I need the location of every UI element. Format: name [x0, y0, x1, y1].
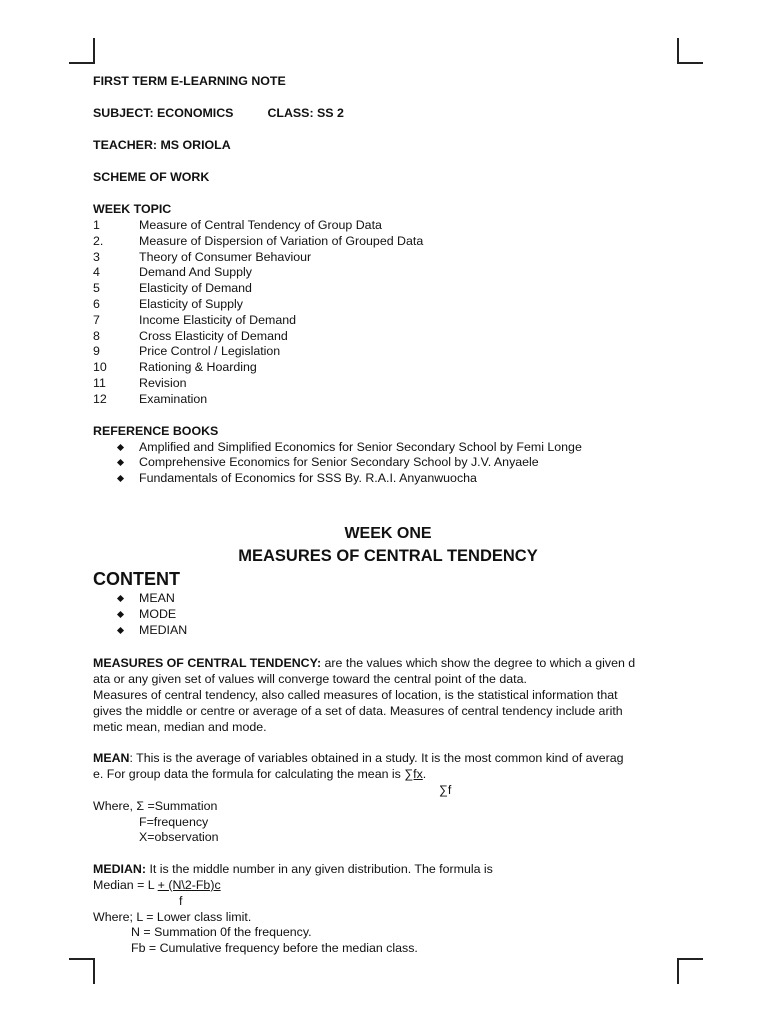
median-formula-numerator: + (N\2-Fb)c: [157, 877, 221, 892]
table-row: 1 Measure of Central Tendency of Group Data: [93, 218, 382, 232]
week-subtitle: MEASURES OF CENTRAL TENDENCY: [238, 546, 538, 565]
table-row: 7 Income Elasticity of Demand: [93, 312, 297, 327]
list-item: MODE: [93, 607, 683, 623]
mean-term: MEAN: [93, 751, 130, 766]
table-row: 6 Elasticity of Supply: [93, 296, 243, 311]
table-row: 2. Measure of Dispersion of Variation of Grouped Data: [93, 233, 424, 248]
list-item: Amplified and Simplified Economics for Senior Secondary School by Femi Longe: [93, 440, 683, 456]
scheme-heading: SCHEME OF WORK: [93, 170, 210, 184]
scheme-of-work-table: [93, 218, 683, 408]
table-row: 10 Rationing & Hoarding: [93, 360, 257, 375]
mean-definition: MEAN: This is the average of variables obtained in a study. It is the most common kind of averag e. For group data the formula for calculating the mean is ∑fx. ∑f Where, Σ =Summation F=frequency X=observation: [93, 751, 683, 846]
central-tendency-definition: MEASURES OF CENTRAL TENDENCY: are the values which show the degree to which a given d ata or any given set of values will converge toward the central point of the data. Measures of central tendency, also called measures of location, is the statistical information that gives the middle or centre or average of a set of data. Measures of central tendency include arith metic mean, median and mode.: [93, 656, 636, 734]
week-title: WEEK ONE: [344, 524, 432, 542]
mean-formula-numerator: ∑fx: [404, 767, 423, 782]
mean-formula-denominator: ∑f: [439, 782, 452, 797]
table-row: 5 Elasticity of Demand: [93, 281, 252, 296]
reference-books-list: [93, 440, 683, 487]
content-heading: CONTENT: [93, 568, 180, 589]
crop-mark-top-right: [677, 38, 703, 64]
crop-mark-bottom-left: [69, 958, 95, 984]
content-list: [93, 591, 683, 638]
list-item: Fundamentals of Economics for SSS By. R.A.I. Anyanwuocha: [93, 471, 683, 487]
list-item: MEAN: [93, 591, 683, 607]
list-item: MEDIAN: [93, 623, 683, 639]
table-row: 9 Price Control / Legislation: [93, 344, 281, 359]
teacher-label: TEACHER: MS ORIOLA: [93, 138, 231, 152]
table-row: 4 Demand And Supply: [93, 265, 252, 280]
subject-label: SUBJECT: ECONOMICS: [93, 106, 234, 120]
class-label: CLASS: SS 2: [267, 106, 344, 120]
subject-class-line: [93, 106, 683, 122]
list-item: Comprehensive Economics for Senior Secondary School by J.V. Anyaele: [93, 455, 683, 471]
document-page: [93, 74, 683, 957]
table-row: 11 Revision: [93, 375, 187, 390]
week-topic-heading: WEEK TOPIC: [93, 202, 172, 216]
table-row: 12 Examination: [93, 391, 208, 406]
table-row: 8 Cross Elasticity of Demand: [93, 328, 288, 343]
median-formula-denominator: f: [179, 893, 183, 908]
crop-mark-bottom-right: [677, 958, 703, 984]
note-title: FIRST TERM E-LEARNING NOTE: [93, 74, 286, 88]
crop-mark-top-left: [69, 38, 95, 64]
reference-books-heading: REFERENCE BOOKS: [93, 423, 219, 438]
median-term: MEDIAN:: [93, 862, 146, 877]
median-definition: MEDIAN: It is the middle number in any given distribution. The formula is Median = L + (N\2-Fb)c f Where; L = Lower class limit. N = Summation 0f the frequency. Fb = Cumulative frequency before the median class.: [93, 862, 683, 957]
central-tendency-term: MEASURES OF CENTRAL TENDENCY:: [93, 656, 322, 671]
table-row: 3 Theory of Consumer Behaviour: [93, 249, 312, 264]
